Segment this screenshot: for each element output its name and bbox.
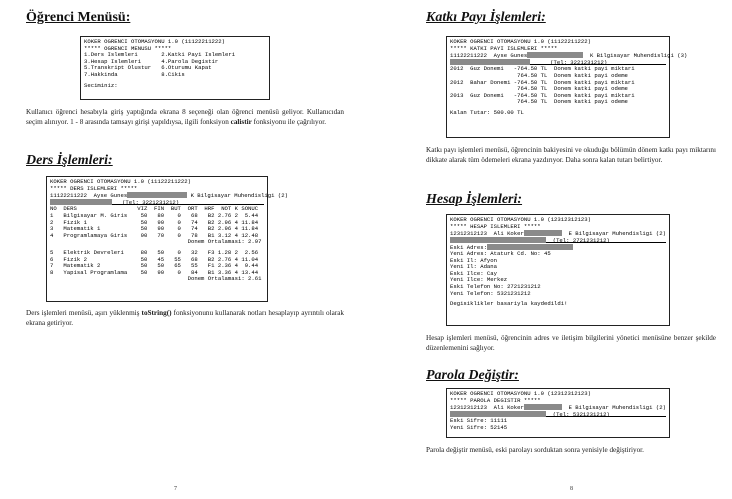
account-row: Yeni Adres: Ataturk Cd. No: 45	[450, 249, 551, 257]
screen-line: KOKER OGRENCI OTOMASYONU 1.0 (12312312123)	[450, 216, 591, 223]
telephone: (Tel: 5321231212)	[552, 410, 610, 418]
term-average: Donem Ortalamasi: 2.97	[50, 238, 262, 246]
account-row: Yeni Ilce: Merkez	[450, 276, 508, 284]
student-line	[50, 192, 288, 200]
student-id-name: 11122211222 Ayse Gunes	[450, 52, 528, 60]
hesap-islemleri-screen	[446, 214, 670, 326]
telephone: (Tel: 2721231212)	[552, 236, 610, 244]
ders-islemleri-title: Ders İşlemleri:	[26, 153, 113, 168]
payment-row: 764.50 TL Donem katki payi odeme	[450, 98, 628, 106]
redacted-block	[524, 230, 562, 236]
screen-line: ***** PAROLA DEGISTIR *****	[450, 396, 541, 404]
paragraph-text: Ders işlemleri menüsü, aşırı yüklenmiş	[26, 309, 142, 317]
hesap-islemleri-description: Hesap işlemleri menüsü, öğrencinin adres ve iletişim bilgilerini yönetici menüsüne benzer şekilde düzenlemenini sağlıyor.	[426, 334, 716, 352]
redacted-block	[450, 59, 530, 65]
student-id-name: 12312312123 Ali Koker	[450, 230, 524, 238]
student-line	[450, 230, 666, 237]
payment-row: 764.50 TL Donem katki payi odeme	[450, 85, 628, 93]
function-name: calistir	[230, 117, 252, 126]
department: K Bilgisayar Muhendisligi (2)	[190, 192, 288, 200]
tel-line	[50, 199, 264, 206]
right-page	[366, 0, 732, 499]
student-line	[450, 52, 688, 60]
ogrenci-menu-description	[26, 108, 344, 127]
table-header: NO DERS VIZ FIN BUT ORT HRF NOT K SONUC	[50, 205, 259, 213]
katki-payi-description: Katkı payı işlemleri menüsü, öğrencinin bakiyesini ve okuduğu bölümün dönem katkı payı miktarını dikkate alarak tüm ödemeleri ekrana yazdırıyor. Daha sonra kalan tutarı belirtiyor.	[426, 146, 716, 164]
page-number: 8	[570, 486, 573, 492]
payment-row: 2012 Bahar Donemi -764.50 TL Donem katki payi miktari	[450, 78, 635, 86]
screen-prompt: Seciminiz:	[84, 81, 118, 89]
redacted-block	[127, 192, 187, 198]
paragraph-text: Kullanıcı öğrenci hesabıyla giriş yaptığında ekrana 8 seçeneği olan öğrenci menüsü geliyor. Kullanıcıdan seçim alınıyor. 1 - 8 arasında tamsayı girişi yapıldıysa, ilgili fonksiyon	[26, 108, 344, 126]
function-name: toString()	[141, 309, 172, 317]
screen-line: KOKER OGRENCI OTOMASYONU 1.0 (11122211222)	[450, 38, 591, 45]
telephone: (Tel: 3221231212)	[550, 58, 608, 66]
parola-degistir-screen	[446, 388, 670, 438]
redacted-block	[450, 411, 546, 417]
screen-line: ***** HESAP ISLEMLERI *****	[450, 222, 541, 230]
telephone: (Tel: 3221231212)	[122, 198, 180, 206]
screen-line: 1.Ders Islemleri 2.Katki Payi Islemleri	[84, 51, 236, 59]
account-row: Yeni Telefon: 5321231212	[450, 289, 531, 297]
payment-row: 2012 Guz Donemi -764.50 TL Donem katki payi miktari	[450, 65, 635, 73]
department: E Bilgisayar Muhendisligi (2)	[568, 404, 666, 412]
account-row: Yeni Il: Adana	[450, 263, 497, 271]
screen-line: ***** DERS ISLEMLERI *****	[50, 184, 138, 192]
table-row: 4 Programlamaya Giris 90 70 0 78 B1 3.12 4 12.48	[50, 231, 259, 239]
redacted-block	[50, 199, 112, 205]
katki-payi-screen	[446, 36, 688, 138]
screen-line: KOKER OGRENCI OTOMASYONU 1.0 (11122211222)	[50, 178, 191, 185]
paragraph-text: fonksiyonunu kullanarak notları hesaplayıp ayrıntılı olarak ekrana getiriyor.	[26, 309, 344, 327]
hesap-islemleri-title: Hesap İşlemleri:	[426, 192, 523, 207]
redacted-block	[450, 237, 546, 243]
screen-line: KOKER OGRENCI OTOMASYONU 1.0 (11122211222)	[84, 38, 225, 45]
screen-line: ***** KATKI PAYI ISLEMLERI *****	[450, 44, 558, 52]
password-row: Yeni Sifre: 52145	[450, 423, 508, 431]
student-id-name: 12312312123 Ali Koker	[450, 404, 524, 412]
screen-line: 3.Hesap Islemleri 4.Parola Degistir	[84, 57, 219, 65]
ders-islemleri-screen	[46, 176, 288, 302]
katki-payi-title: Katkı Payı İşlemleri:	[426, 10, 546, 25]
parola-degistir-description: Parola değiştir menüsü, eski parolayı sorduktan sonra yenisiyle değiştiriyor.	[426, 446, 644, 454]
success-message: Degisiklikler basariyla kaydedildi!	[450, 300, 568, 308]
department: K Bilgisayar Muhendisligi (3)	[589, 52, 688, 60]
password-row: Eski Sifre: 11111	[450, 417, 508, 425]
ogrenci-menu-title: Öğrenci Menüsü:	[26, 10, 131, 25]
remaining-amount: Kalan Tutar: 500.00 TL	[450, 108, 524, 116]
table-row: 8 Yapisal Programlama 50 90 0 84 B1 3.36 4 13.44	[50, 268, 259, 276]
screen-line: ***** OGRENCI MENUSU *****	[84, 44, 172, 52]
paragraph-text: fonksiyonu ile çağrılıyor.	[251, 117, 327, 126]
table-row: 5 Elektrik Devreleri 80 50 0 32 F3 1.28 2 2.56	[50, 248, 259, 256]
student-id-name: 11122211222 Ayse Gunes	[50, 192, 128, 200]
payment-row: 764.50 TL Donem katki payi odeme	[450, 71, 628, 79]
tel-line	[450, 411, 666, 418]
page-number: 7	[174, 486, 177, 492]
old-address-label: Eski Adres:	[450, 244, 487, 252]
account-row: Eski Telefon No: 2721231212	[450, 282, 541, 290]
table-row: 6 Fizik 2 50 45 55 68 B2 2.76 4 11.04	[50, 255, 259, 263]
table-row: 2 Fizik 1 50 90 0 74 B2 2.96 4 11.84	[50, 218, 259, 226]
table-row: 3 Matematik 1 50 90 0 74 B2 2.96 4 11.84	[50, 225, 259, 233]
term-average: Donem Ortalamasi: 2.61	[50, 275, 262, 283]
payment-row: 2013 Guz Donemi -764.50 TL Donem katki payi miktari	[450, 91, 635, 99]
ders-islemleri-description	[26, 309, 344, 328]
tel-line	[450, 237, 666, 244]
table-row: 1 Bilgisayar M. Giris 50 80 0 68 B2 2.76 2 5.44	[50, 211, 259, 219]
department: E Bilgisayar Muhendisligi (2)	[568, 230, 666, 238]
redacted-block	[524, 404, 562, 410]
student-line	[450, 404, 666, 411]
tel-line	[450, 59, 666, 66]
parola-degistir-title: Parola Değiştir:	[426, 368, 519, 383]
screen-line: 7.Hakkinda 8.Cikis	[84, 70, 185, 78]
screen-line: KOKER OGRENCI OTOMASYONU 1.0 (12312312123)	[450, 390, 591, 397]
table-row: 7 Matematik 2 50 50 65 55 F1 2.36 4 9.44	[50, 262, 259, 270]
ogrenci-menu-screen	[80, 36, 270, 100]
screen-line: 5.Transkript Olustur 6.Oturumu Kapat	[84, 64, 212, 72]
account-row: Eski Ilce: Cay	[450, 269, 497, 277]
account-row: Eski Il: Afyon	[450, 256, 497, 264]
redacted-block	[527, 52, 583, 58]
